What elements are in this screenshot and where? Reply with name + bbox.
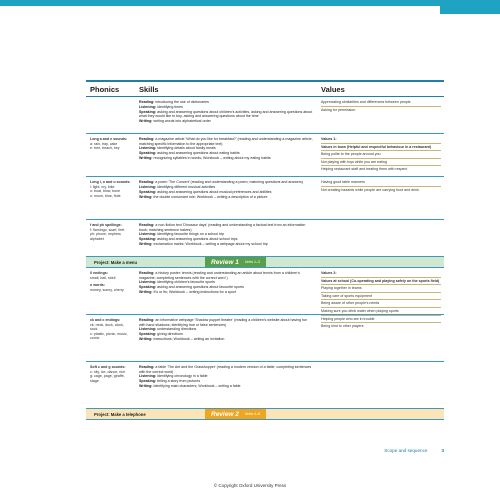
skill-line <box>139 223 314 232</box>
skill-line <box>139 105 314 110</box>
review-title: Review 2 <box>211 410 239 418</box>
skill-detail: identifying favourite things on a school trip <box>156 232 225 237</box>
skill-type: Writing: <box>139 194 153 199</box>
skill-line <box>139 137 314 146</box>
skill-detail: a poem 'The Concert' (reading and understanding a poem; matching questions and answers) <box>154 180 303 184</box>
phonics-line: e: tree, beach, key <box>90 146 120 151</box>
skill-line <box>139 327 314 332</box>
project-label: Project: Make a telephone <box>94 411 146 417</box>
value-item: Not playing with toys while you are eating <box>321 159 387 164</box>
scope-sequence-table <box>86 80 444 420</box>
header-phonics: Phonics <box>90 85 120 94</box>
value-item: Having good table manners <box>321 180 365 184</box>
skills-cell <box>135 315 317 361</box>
skill-type: Writing: <box>139 119 153 124</box>
values-cell <box>317 220 444 256</box>
skill-type: Writing: <box>139 242 153 247</box>
phonics-line: f and ph spellings: <box>90 223 122 227</box>
review-units: Units 1–3 <box>244 260 261 264</box>
skill-line <box>139 180 314 185</box>
skill-line <box>139 285 314 290</box>
values-cell <box>317 362 444 408</box>
phonics-line: Long a and e sounds: <box>90 137 128 141</box>
top-accent-bar <box>0 0 500 6</box>
copyright-footer: © Copyright Oxford University Press <box>213 483 287 488</box>
skill-line <box>139 151 314 156</box>
skill-line <box>139 280 314 285</box>
header-skills: Skills <box>139 85 159 94</box>
values-divider <box>321 284 441 285</box>
value-item: Helping people who are in trouble <box>321 316 375 321</box>
values-divider <box>321 277 441 278</box>
review-title: Review 1 <box>211 258 239 266</box>
page-section-label: Scope and sequence <box>384 448 428 453</box>
skill-line <box>139 365 314 374</box>
phonics-cell <box>86 220 135 256</box>
values-divider <box>321 165 441 166</box>
value-item: Values in town (Helpful and respectful behaviour in a restaurant) <box>321 144 432 149</box>
phonics-cell <box>86 134 135 176</box>
skill-type: Listening: <box>139 280 157 285</box>
skills-cell <box>135 362 317 408</box>
phonics-line: ck and c endings: <box>90 318 121 322</box>
skill-type: Reading: <box>139 271 155 275</box>
value-item: Playing together in teams <box>321 286 362 291</box>
page-number: 3 <box>441 448 444 453</box>
skill-detail: exclamation marks; Workbook – writing a webpage about my school trip <box>152 242 268 247</box>
skill-type: Writing: <box>139 156 153 161</box>
table-row <box>86 177 444 220</box>
skill-line <box>139 190 314 195</box>
skill-line <box>139 100 314 105</box>
skill-type: Speaking: <box>139 332 157 337</box>
skill-line <box>139 185 314 190</box>
skill-type: Listening: <box>139 232 157 237</box>
values-cell <box>317 177 444 219</box>
skill-line <box>139 337 314 342</box>
skill-line <box>139 146 314 151</box>
table-body-section-1 <box>86 97 444 257</box>
skill-detail: the double consonant rule; Workbook – writing a description of a picture <box>152 194 268 199</box>
skill-type: Reading: <box>139 137 155 141</box>
review-badge <box>205 409 266 419</box>
project-label: Project: Make a menu <box>94 259 138 265</box>
skill-detail: giving directions <box>156 332 183 337</box>
skill-type: Speaking: <box>139 151 157 156</box>
value-item: Being aware of other people's needs <box>321 301 380 306</box>
values-divider <box>321 158 441 159</box>
skill-type: Reading: <box>139 180 155 184</box>
phonics-line: a: rain, tray, cake <box>90 141 118 146</box>
skill-line <box>139 379 314 384</box>
skill-detail: a magazine article 'What do you like for breakfast?' (reading and understanding a magazine article, matching specific information to the appropriate text) <box>139 137 313 146</box>
skill-detail: asking and answering questions about children's activities, asking and answering questions about what they would like to buy, asking and answering questions about the time <box>139 109 313 119</box>
value-item: Making sure you drink water when playing sports <box>321 308 399 313</box>
skill-line <box>139 110 314 119</box>
skill-type: Speaking: <box>139 109 157 114</box>
phonics-line: ll endings: <box>90 271 108 275</box>
skill-type: Reading: <box>139 223 155 227</box>
skill-line <box>139 195 314 200</box>
skill-detail: a history poster: tennis (reading and understanding an article about tennis from a children's magazine; completing sentences with the correct word ) <box>139 271 300 280</box>
phonics-line: Soft c and g sounds: <box>90 365 126 369</box>
values-cell <box>317 268 444 329</box>
skills-cell <box>135 268 317 314</box>
review-band-2 <box>86 409 444 420</box>
skill-type: Listening: <box>139 374 157 379</box>
skill-detail: an informative webpage 'Shadow puppet theatre' (reading a children's website about having fun with hand shadows; identifying true or false sentences) <box>139 318 308 327</box>
phonics-line: ck: neck, duck, clock, sock <box>90 322 124 332</box>
skill-detail: identifying chronology in a fable <box>156 374 208 379</box>
table-row <box>86 97 444 134</box>
skill-detail: a non-fiction text 'Dinosaur days' (reading and understanding a factual text from an information book; matching sentence halves) <box>139 223 306 232</box>
value-item: Taking care of sports equipment <box>321 293 372 298</box>
value-item: Being kind to other players <box>321 324 364 329</box>
value-item: Being polite to the people around you <box>321 152 381 157</box>
skill-type: Speaking: <box>139 285 157 290</box>
phonics-line: i: light, cry, bike <box>90 184 115 189</box>
skill-type: Reading: <box>139 318 155 322</box>
phonics-cell <box>86 97 135 133</box>
skill-type: Speaking: <box>139 189 157 194</box>
skill-detail: instructions; Workbook – writing an invitation <box>152 337 225 342</box>
phonics-line: u: moon, blue, flute <box>90 193 121 198</box>
skill-type: Speaking: <box>139 379 157 384</box>
skill-detail: understanding directions <box>156 327 197 332</box>
skill-line <box>139 318 314 327</box>
skill-detail: telling a story from pictures <box>156 379 201 384</box>
phonics-line: o: boat, blow, bone <box>90 189 121 194</box>
phonics-cell <box>86 268 135 314</box>
phonics-cell <box>86 315 135 361</box>
skill-detail: identifying different musical activities <box>156 184 216 189</box>
phonics-line: Long i, o and u sounds: <box>90 180 131 184</box>
value-item: Values 1: <box>321 137 337 141</box>
value-item: Values 2: <box>321 271 337 275</box>
skill-detail: recognizing syllables in words; Workbook – writing about my eating habits <box>152 156 271 161</box>
skills-cell <box>135 177 317 219</box>
table-header <box>86 80 444 97</box>
skill-line <box>139 237 314 242</box>
values-divider <box>321 299 441 300</box>
review-units: Units 4–6 <box>244 412 261 416</box>
skill-line <box>139 332 314 337</box>
values-divider <box>321 186 441 187</box>
skill-type: Listening: <box>139 327 157 332</box>
top-accent-notch <box>440 0 500 14</box>
phonics-line: g: cage, page, giraffe, stage <box>90 374 125 383</box>
skill-type: Listening: <box>139 104 157 109</box>
phonics-line: ph: phone, nephew, alphabet <box>90 232 122 241</box>
values-divider <box>321 106 441 107</box>
skill-type: Writing: <box>139 290 153 295</box>
values-divider <box>321 143 441 144</box>
skill-type: Listening: <box>139 184 157 189</box>
phonics-cell <box>86 177 135 219</box>
phonics-line: c: plastic, picnic, music, comic <box>90 331 128 341</box>
skill-line <box>139 242 314 247</box>
skill-type: Listening: <box>139 146 157 151</box>
values-cell <box>317 97 444 133</box>
table-body-section-2 <box>86 268 444 409</box>
value-item: Not creating hazards while people are carrying food and drink <box>321 187 419 192</box>
skill-detail: asking and answering questions about favourite sports <box>156 285 244 290</box>
value-item: Asking for permission <box>321 107 356 112</box>
skills-cell <box>135 220 317 256</box>
table-row <box>86 362 444 409</box>
value-item: Appreciating similarities and differences between people <box>321 100 411 104</box>
values-divider <box>321 307 441 308</box>
skills-cell <box>135 97 317 133</box>
values-cell <box>317 315 444 361</box>
values-cell <box>317 134 444 176</box>
skill-line <box>139 384 314 389</box>
skill-detail: identifying details about family meals <box>156 146 216 151</box>
skill-detail: identifying children's favourite sports <box>156 280 215 285</box>
header-values: Values <box>321 85 345 94</box>
skill-line <box>139 119 314 124</box>
skills-cell <box>135 134 317 176</box>
phonics-cell <box>86 362 135 408</box>
review-badge <box>205 257 266 267</box>
skill-type: Writing: <box>139 384 153 389</box>
skill-detail: a fable 'The Ant and the Grasshopper' (reading a modern version of a fable; completing sentences with the correct word) <box>139 365 312 374</box>
values-divider <box>321 292 441 293</box>
phonics-line: money, sunny, cherry <box>90 287 124 292</box>
table-row <box>86 315 444 362</box>
skill-type: Writing: <box>139 337 153 342</box>
table-row <box>86 134 444 177</box>
skill-detail: introducing the use of dictionaries <box>154 100 209 104</box>
review-band-1 <box>86 257 444 268</box>
skill-detail: asking and answering questions about eating habits <box>156 151 240 156</box>
skill-line <box>139 232 314 237</box>
skill-type: Reading: <box>139 100 155 104</box>
skill-detail: writing words into alphabetical order <box>152 119 211 124</box>
skill-detail: asking and answering questions about musical preferences and abilities <box>156 189 272 194</box>
skill-line <box>139 290 314 295</box>
skill-line <box>139 156 314 161</box>
phonics-line: f: flamingo, scarf, feet <box>90 227 125 232</box>
value-item: Helping restaurant staff and treating them with respect <box>321 167 408 172</box>
phonics-line: small, ball, shell <box>90 275 116 280</box>
value-item: Values at school (Co-operating and playing safely on the sports field) <box>321 278 440 283</box>
skill-detail: identifying main characters; Workbook – writing a fable <box>152 384 241 389</box>
phonics-line: n words: <box>90 283 105 288</box>
skill-detail: It's or Its; Workbook – writing instructions for a sport <box>152 290 236 295</box>
skill-line <box>139 374 314 379</box>
page-info <box>384 448 444 453</box>
skill-type: Speaking: <box>139 237 157 242</box>
table-row <box>86 220 444 257</box>
skill-line <box>139 271 314 280</box>
values-divider <box>321 150 441 151</box>
skill-detail: asking and answering questions about school trips <box>156 237 238 242</box>
skill-type: Reading: <box>139 365 155 369</box>
phonics-line: c: city, ice, dance, rice <box>90 369 126 374</box>
skill-detail: identifying times <box>156 104 183 109</box>
